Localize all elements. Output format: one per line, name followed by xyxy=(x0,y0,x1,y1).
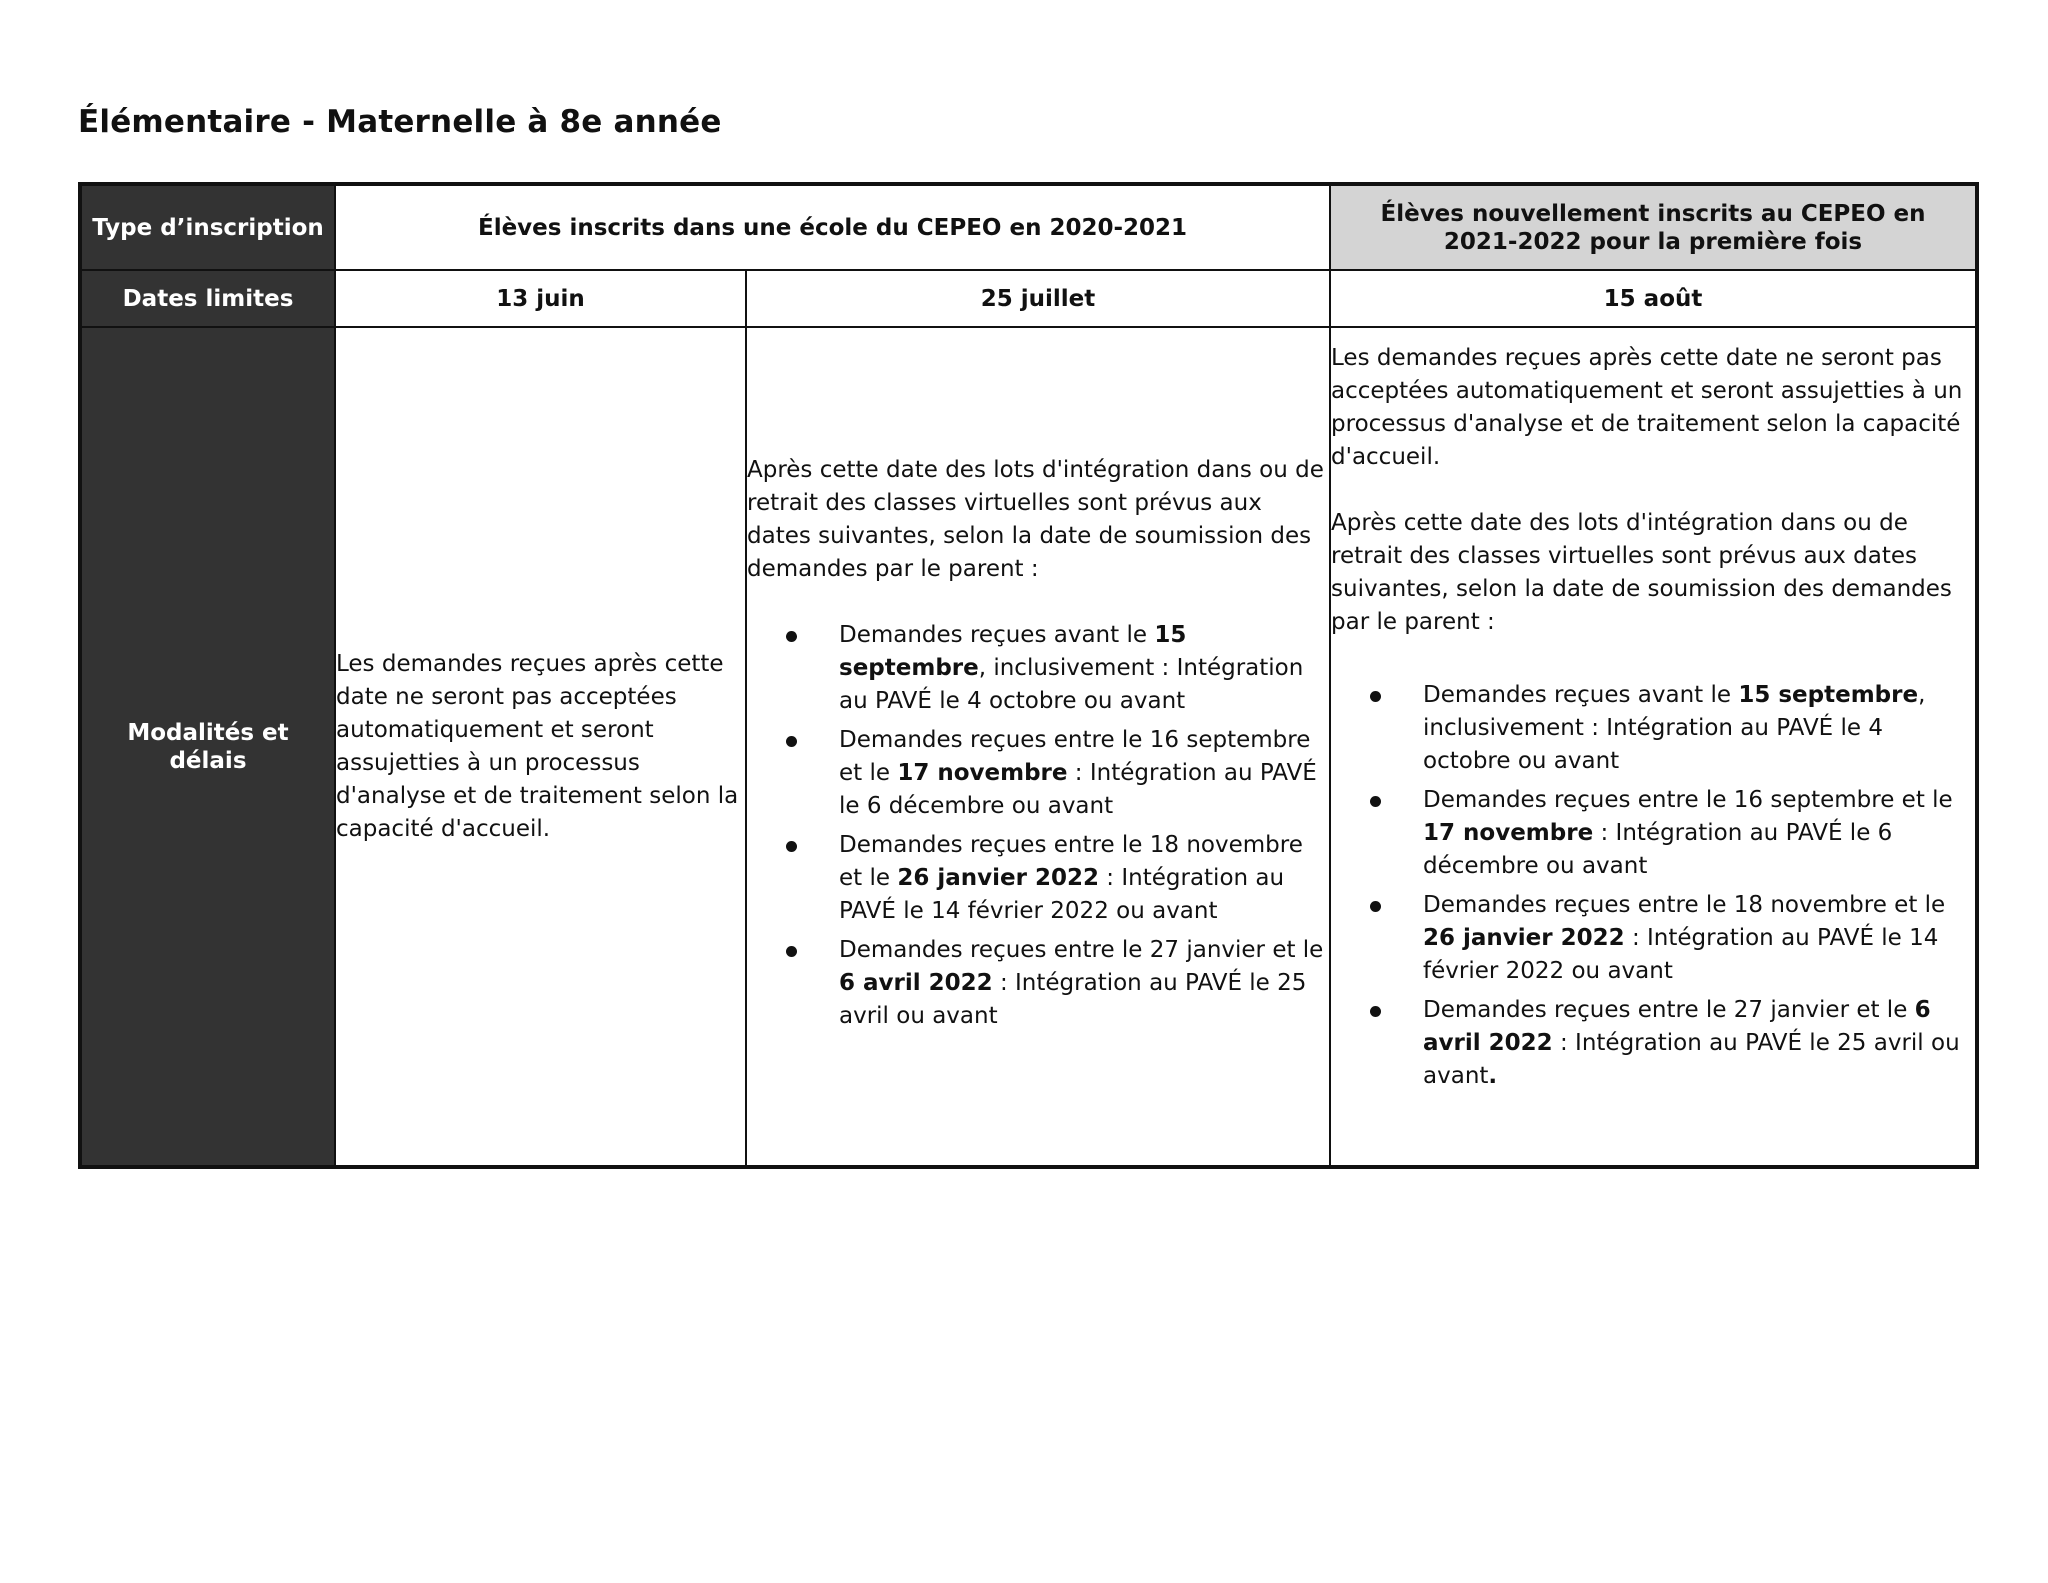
list-item-date: 26 janvier 2022 xyxy=(897,865,1099,891)
header-existing-students xyxy=(335,184,1330,270)
list-item-text: Demandes reçues entre le 16 septembre et le xyxy=(1423,787,1953,813)
cell-25-juillet-details xyxy=(746,327,1330,1167)
cell-15-aout-para2: Après cette date des lots d'intégration dans ou de retrait des classes virtuelles sont prévus aux dates suivantes, selon la date de soumission des demandes par le parent : xyxy=(1331,510,1952,635)
list-item xyxy=(1423,679,1975,778)
deadline-15-aout: 15 août xyxy=(1330,270,1977,327)
list-item-text: : Intégration au PAVÉ le 14 février 2022 ou avant xyxy=(1423,925,1939,984)
list-item xyxy=(839,724,1329,823)
list-item-text: , inclusivement : Intégration au PAVÉ le 4 octobre ou avant xyxy=(1423,682,1926,774)
list-item-date: 15 septembre xyxy=(839,622,1187,681)
list-item-date: 17 novembre xyxy=(897,760,1068,786)
cell-13-juin-details xyxy=(335,327,746,1167)
list-item-text: Demandes reçues entre le 18 novembre et le xyxy=(1423,892,1946,918)
list-item-text: Demandes reçues avant le xyxy=(1423,682,1739,708)
list-item-text: , inclusivement : Intégration au PAVÉ le 4 octobre ou avant xyxy=(839,655,1304,714)
header-new-students xyxy=(1330,184,1977,270)
list-item-text: Demandes reçues entre le 18 novembre et le xyxy=(839,832,1303,891)
list-item-date: 6 avril 2022 xyxy=(839,970,993,996)
list-item-text: : Intégration au PAVÉ le 6 décembre ou avant xyxy=(839,760,1317,819)
row-label-text: Type d’inscription xyxy=(92,214,324,241)
list-item-end: . xyxy=(1488,1063,1498,1089)
list-item-text: Demandes reçues entre le 27 janvier et le xyxy=(839,937,1324,963)
row-label-deadlines: Dates limites xyxy=(80,270,335,327)
row-label-procedures xyxy=(80,327,335,1167)
list-item xyxy=(839,619,1329,718)
cell-25-juillet-intro: Après cette date des lots d'intégration dans ou de retrait des classes virtuelles sont prévus aux dates suivantes, selon la date de soumission des demandes par le parent : xyxy=(747,457,1324,582)
table-row-deadlines xyxy=(80,270,1977,327)
header-new-students-text: Élèves nouvellement inscrits au CEPEO en 2021-2022 pour la première fois xyxy=(1380,200,1926,255)
table-row-registration-type xyxy=(80,184,1977,270)
list-item xyxy=(1423,889,1975,988)
list-item xyxy=(1423,994,1975,1093)
header-existing-students-text: Élèves inscrits dans une école du CEPEO en 2020-2021 xyxy=(477,214,1188,241)
list-item-text: : Intégration au PAVÉ le 14 février 2022 ou avant xyxy=(839,865,1285,924)
row-label-registration-type xyxy=(80,184,335,270)
list-item-date: 26 janvier 2022 xyxy=(1423,925,1625,951)
list-item xyxy=(839,829,1329,928)
list-item xyxy=(839,934,1329,1033)
bullet-list-25-juillet xyxy=(747,619,1329,1033)
page-title: Élémentaire - Maternelle à 8e année xyxy=(78,104,722,140)
deadline-13-juin: 13 juin xyxy=(335,270,746,327)
list-item-text: : Intégration au PAVÉ le 6 décembre ou avant xyxy=(1423,820,1893,879)
row-label-procedures-text: Modalités et délais xyxy=(127,719,289,774)
cell-13-juin-text: Les demandes reçues après cette date ne seront pas acceptées automatiquement et seront assujetties à un processus d'analyse et de traitement selon la capacité d'accueil. xyxy=(336,650,739,842)
cell-15-aout-para1: Les demandes reçues après cette date ne seront pas acceptées automatiquement et seront assujetties à un processus d'analyse et de traitement selon la capacité d'accueil. xyxy=(1331,345,1963,470)
list-item-date: 17 novembre xyxy=(1423,820,1594,846)
list-item-text: Demandes reçues avant le xyxy=(839,622,1155,648)
cell-15-aout-details xyxy=(1330,327,1977,1167)
deadline-25-juillet: 25 juillet xyxy=(746,270,1330,327)
list-item xyxy=(1423,784,1975,883)
table-row-procedures xyxy=(80,327,1977,1167)
list-item-text: Demandes reçues entre le 16 septembre et le xyxy=(839,727,1311,786)
list-item-text: : Intégration au PAVÉ le 25 avril ou avant xyxy=(839,970,1307,1029)
list-item-date: 15 septembre xyxy=(1738,682,1919,708)
list-item-text: : Intégration au PAVÉ le 25 avril ou avant xyxy=(1423,1030,1960,1089)
list-item-date: 6 avril 2022 xyxy=(1423,997,1931,1056)
bullet-list-15-aout xyxy=(1331,679,1975,1093)
list-item-text: Demandes reçues entre le 27 janvier et le xyxy=(1423,997,1915,1023)
enrollment-deadlines-table xyxy=(78,182,1979,1169)
